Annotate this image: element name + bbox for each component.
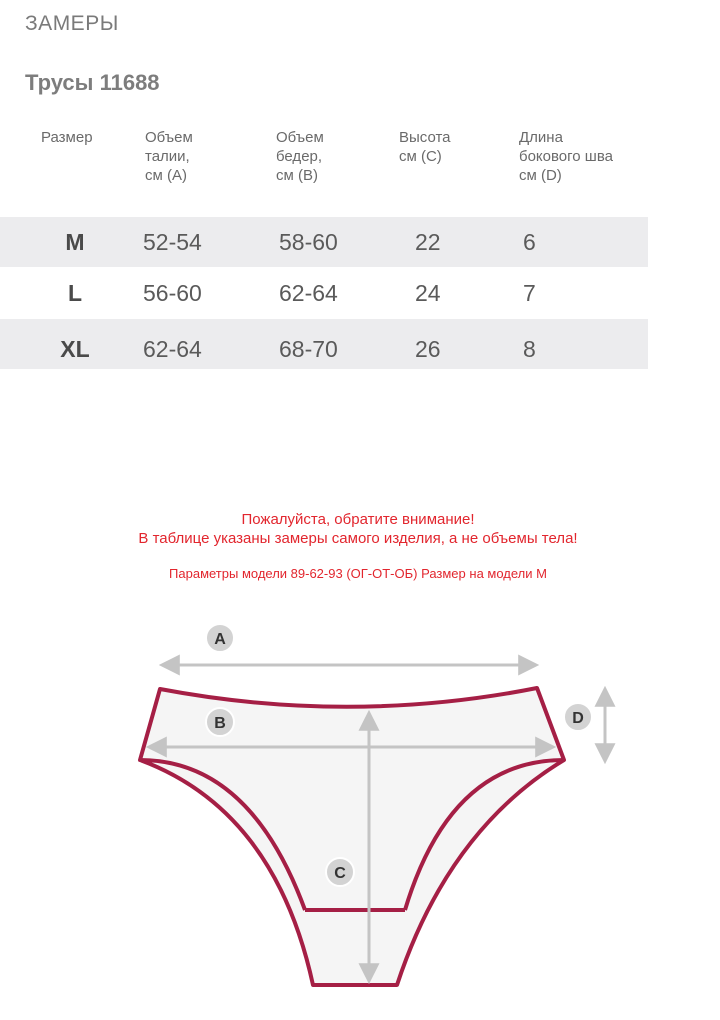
hips-cell: 62-64 — [279, 280, 338, 306]
size-cell: M — [65, 229, 85, 255]
badge-d — [564, 703, 592, 731]
notice-line-2: В таблице указаны замеры самого изделия, а не объемы тела! — [138, 530, 578, 547]
side-seam-cell: 8 — [523, 336, 536, 362]
header-height — [399, 128, 451, 166]
table-row — [0, 319, 648, 369]
header-hips-line: бедер, — [276, 148, 323, 165]
badge-a — [206, 624, 234, 652]
header-hips-line: Объем — [276, 129, 324, 146]
model-params: Параметры модели 89-62-93 (ОГ-ОТ-ОБ) Размер на модели М — [169, 566, 547, 581]
header-side-seam-line: бокового шва — [519, 148, 613, 165]
header-waist-line: Объем — [145, 129, 193, 146]
table-row — [0, 217, 648, 267]
header-size — [41, 128, 93, 147]
header-waist-line: талии, — [145, 148, 190, 165]
height-cell: 24 — [415, 280, 441, 306]
badge-a-label: A — [214, 631, 226, 648]
hips-cell: 58-60 — [279, 229, 338, 255]
header-side-seam — [519, 128, 613, 185]
height-cell: 26 — [415, 336, 441, 362]
header-side-seam-line: см (D) — [519, 167, 562, 184]
size-cell: L — [67, 280, 83, 306]
badge-c-label: C — [334, 865, 346, 882]
table-row — [0, 268, 648, 318]
waist-cell: 62-64 — [143, 336, 202, 362]
side-seam-cell: 6 — [523, 229, 536, 255]
side-seam-cell: 7 — [523, 280, 536, 306]
briefs-outline — [140, 688, 564, 985]
height-cell: 22 — [415, 229, 441, 255]
badge-c — [326, 858, 354, 886]
measurement-diagram — [0, 600, 720, 1020]
page-heading: ЗАМЕРЫ — [25, 12, 119, 35]
badge-d-label: D — [572, 710, 584, 727]
notice-line-1: Пожалуйста, обратите внимание! — [241, 511, 475, 528]
header-height-line: Высота — [399, 129, 451, 146]
header-waist — [145, 128, 193, 185]
header-side-seam-line: Длина — [519, 129, 563, 146]
header-hips-line: см (В) — [276, 167, 318, 184]
badge-b-label: B — [214, 715, 226, 732]
hips-cell: 68-70 — [279, 336, 338, 362]
badge-b — [206, 708, 234, 736]
waist-cell: 56-60 — [143, 280, 202, 306]
waist-cell: 52-54 — [143, 229, 202, 255]
header-height-line: см (С) — [399, 148, 442, 165]
header-waist-line: см (А) — [145, 167, 187, 184]
header-hips — [276, 128, 324, 185]
header-size-line: Размер — [41, 129, 93, 146]
product-title: Трусы 11688 — [25, 70, 160, 95]
size-cell: XL — [60, 336, 90, 362]
